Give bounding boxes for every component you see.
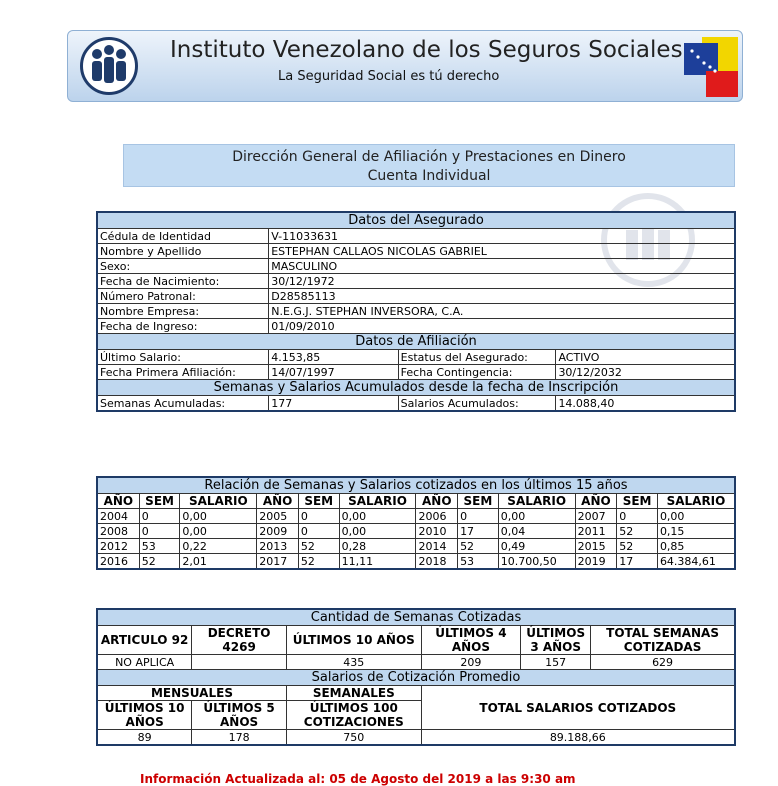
cell-sem: 0: [139, 524, 180, 539]
cell-sem: 52: [617, 524, 658, 539]
cantidad-table: [96, 608, 736, 746]
field-value: D28585113: [269, 289, 735, 304]
field-value: 14/07/1997: [269, 365, 398, 380]
value-ultimos-3: 157: [521, 655, 591, 670]
col-mensual-5: ÚLTIMOS 5 AÑOS: [192, 701, 287, 730]
field-value: 4.153,85: [269, 350, 398, 365]
field-value: 14.088,40: [556, 396, 735, 412]
cell-ano: 2005: [257, 509, 299, 524]
cell-salario: 0,49: [498, 539, 575, 554]
cell-salario: 0,28: [339, 539, 416, 554]
value-mensual-5: 178: [192, 730, 287, 746]
cell-ano: 2014: [416, 539, 458, 554]
asegurado-table: [96, 211, 736, 412]
col-decreto-4269: DECRETO 4269: [192, 626, 287, 655]
col-total-salarios: TOTAL SALARIOS COTIZADOS: [421, 686, 735, 730]
banner-subtitle: La Seguridad Social es tú derecho: [278, 69, 500, 84]
cell-ano: 2009: [257, 524, 299, 539]
cell-sem: 0: [617, 509, 658, 524]
cell-ano: 2011: [575, 524, 617, 539]
table-row: [97, 554, 735, 570]
asegurado-title: Datos del Asegurado: [97, 212, 735, 229]
cell-sem: 53: [458, 554, 499, 570]
table-row: [97, 539, 735, 554]
field-value: 30/12/2032: [556, 365, 735, 380]
cell-ano: 2010: [416, 524, 458, 539]
field-label: Semanas Acumuladas:: [97, 396, 269, 412]
col-sem: SEM: [298, 494, 339, 509]
col-ano: AÑO: [97, 494, 139, 509]
field-value: ESTEPHAN CALLAOS NICOLAS GABRIEL: [269, 244, 735, 259]
relacion-body: [97, 509, 735, 570]
cell-salario: 0,04: [498, 524, 575, 539]
value-total-semanas: 629: [591, 655, 735, 670]
col-ano: AÑO: [257, 494, 299, 509]
cell-salario: 0,15: [657, 524, 735, 539]
cell-salario: 0,22: [180, 539, 257, 554]
col-salario: SALARIO: [657, 494, 735, 509]
field-label: Fecha Contingencia:: [398, 365, 556, 380]
cell-sem: 53: [139, 539, 180, 554]
field-value: V-11033631: [269, 229, 735, 244]
cell-salario: 2,01: [180, 554, 257, 570]
cell-salario: 0,00: [498, 509, 575, 524]
section-header: [123, 144, 735, 187]
col-ano: AÑO: [416, 494, 458, 509]
cell-ano: 2006: [416, 509, 458, 524]
cell-salario: 0,85: [657, 539, 735, 554]
col-salario: SALARIO: [498, 494, 575, 509]
cell-salario: 0,00: [339, 509, 416, 524]
col-semanal-100: ÚLTIMOS 100 COTIZACIONES: [286, 701, 421, 730]
header-line2: Cuenta Individual: [367, 168, 491, 184]
col-articulo-92: ARTICULO 92: [97, 626, 192, 655]
cell-sem: 0: [298, 509, 339, 524]
field-value: 30/12/1972: [269, 274, 735, 289]
cell-ano: 2007: [575, 509, 617, 524]
table-row: [97, 509, 735, 524]
value-ultimos-4: 209: [421, 655, 521, 670]
col-ultimos-3: ÚLTIMOS 3 AÑOS: [521, 626, 591, 655]
cell-sem: 0: [458, 509, 499, 524]
cell-ano: 2018: [416, 554, 458, 570]
field-label: Nombre Empresa:: [97, 304, 269, 319]
cell-salario: 0,00: [657, 509, 735, 524]
field-label: Último Salario:: [97, 350, 269, 365]
field-label: Sexo:: [97, 259, 269, 274]
value-mensual-10: 89: [97, 730, 192, 746]
col-semanales: SEMANALES: [286, 686, 421, 701]
venezuela-flag-icon: [684, 37, 738, 97]
field-value: MASCULINO: [269, 259, 735, 274]
value-semanal-100: 750: [286, 730, 421, 746]
col-sem: SEM: [458, 494, 499, 509]
cell-ano: 2008: [97, 524, 139, 539]
cell-salario: 0,00: [180, 524, 257, 539]
field-label: Nombre y Apellido: [97, 244, 269, 259]
table-row: [97, 524, 735, 539]
field-label: Salarios Acumulados:: [398, 396, 556, 412]
relacion-title: Relación de Semanas y Salarios cotizados en los últimos 15 años: [97, 477, 735, 494]
field-label: Número Patronal:: [97, 289, 269, 304]
value-total-salarios: 89.188,66: [421, 730, 735, 746]
col-salario: SALARIO: [339, 494, 416, 509]
cell-salario: 11,11: [339, 554, 416, 570]
value-decreto-4269: [192, 655, 287, 670]
col-sem: SEM: [139, 494, 180, 509]
field-label: Cédula de Identidad: [97, 229, 269, 244]
cell-sem: 52: [617, 539, 658, 554]
field-label: Fecha de Nacimiento:: [97, 274, 269, 289]
field-value: N.E.G.J. STEPHAN INVERSORA, C.A.: [269, 304, 735, 319]
cell-salario: 0,00: [180, 509, 257, 524]
banner: [67, 30, 743, 102]
header-line1: Dirección General de Afiliación y Prestaciones en Dinero: [232, 149, 626, 165]
cantidad-title: Cantidad de Semanas Cotizadas: [97, 609, 735, 626]
cell-ano: 2012: [97, 539, 139, 554]
field-value: 01/09/2010: [269, 319, 735, 334]
field-value: 177: [269, 396, 398, 412]
cell-sem: 0: [139, 509, 180, 524]
col-ultimos-10: ÚLTIMOS 10 AÑOS: [286, 626, 421, 655]
cell-salario: 10.700,50: [498, 554, 575, 570]
cell-sem: 52: [458, 539, 499, 554]
cell-salario: 64.384,61: [657, 554, 735, 570]
cell-sem: 17: [458, 524, 499, 539]
value-articulo-92: NO APLICA: [97, 655, 192, 670]
cell-ano: 2015: [575, 539, 617, 554]
col-mensuales: MENSUALES: [97, 686, 286, 701]
afiliacion-title: Datos de Afiliación: [97, 334, 735, 350]
cell-ano: 2019: [575, 554, 617, 570]
cell-ano: 2016: [97, 554, 139, 570]
cell-ano: 2017: [257, 554, 299, 570]
col-ultimos-4: ÚLTIMOS 4 AÑOS: [421, 626, 521, 655]
field-label: Fecha de Ingreso:: [97, 319, 269, 334]
col-sem: SEM: [617, 494, 658, 509]
cell-sem: 0: [298, 524, 339, 539]
relacion-table: [96, 476, 736, 570]
col-ano: AÑO: [575, 494, 617, 509]
cell-ano: 2013: [257, 539, 299, 554]
value-ultimos-10: 435: [286, 655, 421, 670]
cell-sem: 52: [298, 539, 339, 554]
footer-update-info: Información Actualizada al: 05 de Agosto del 2019 a las 9:30 am: [140, 772, 576, 786]
cell-sem: 52: [298, 554, 339, 570]
semanas-title: Semanas y Salarios Acumulados desde la fecha de Inscripción: [97, 380, 735, 396]
col-mensual-10: ÚLTIMOS 10 AÑOS: [97, 701, 192, 730]
cell-ano: 2004: [97, 509, 139, 524]
family-icon: [80, 37, 138, 95]
promedio-title: Salarios de Cotización Promedio: [97, 670, 735, 686]
cell-salario: 0,00: [339, 524, 416, 539]
cell-sem: 17: [617, 554, 658, 570]
field-label: Fecha Primera Afiliación:: [97, 365, 269, 380]
field-label: Estatus del Asegurado:: [398, 350, 556, 365]
col-total-semanas: TOTAL SEMANAS COTIZADAS: [591, 626, 735, 655]
field-value: ACTIVO: [556, 350, 735, 365]
banner-title: Instituto Venezolano de los Seguros Sociales: [170, 37, 683, 63]
col-salario: SALARIO: [180, 494, 257, 509]
cell-sem: 52: [139, 554, 180, 570]
